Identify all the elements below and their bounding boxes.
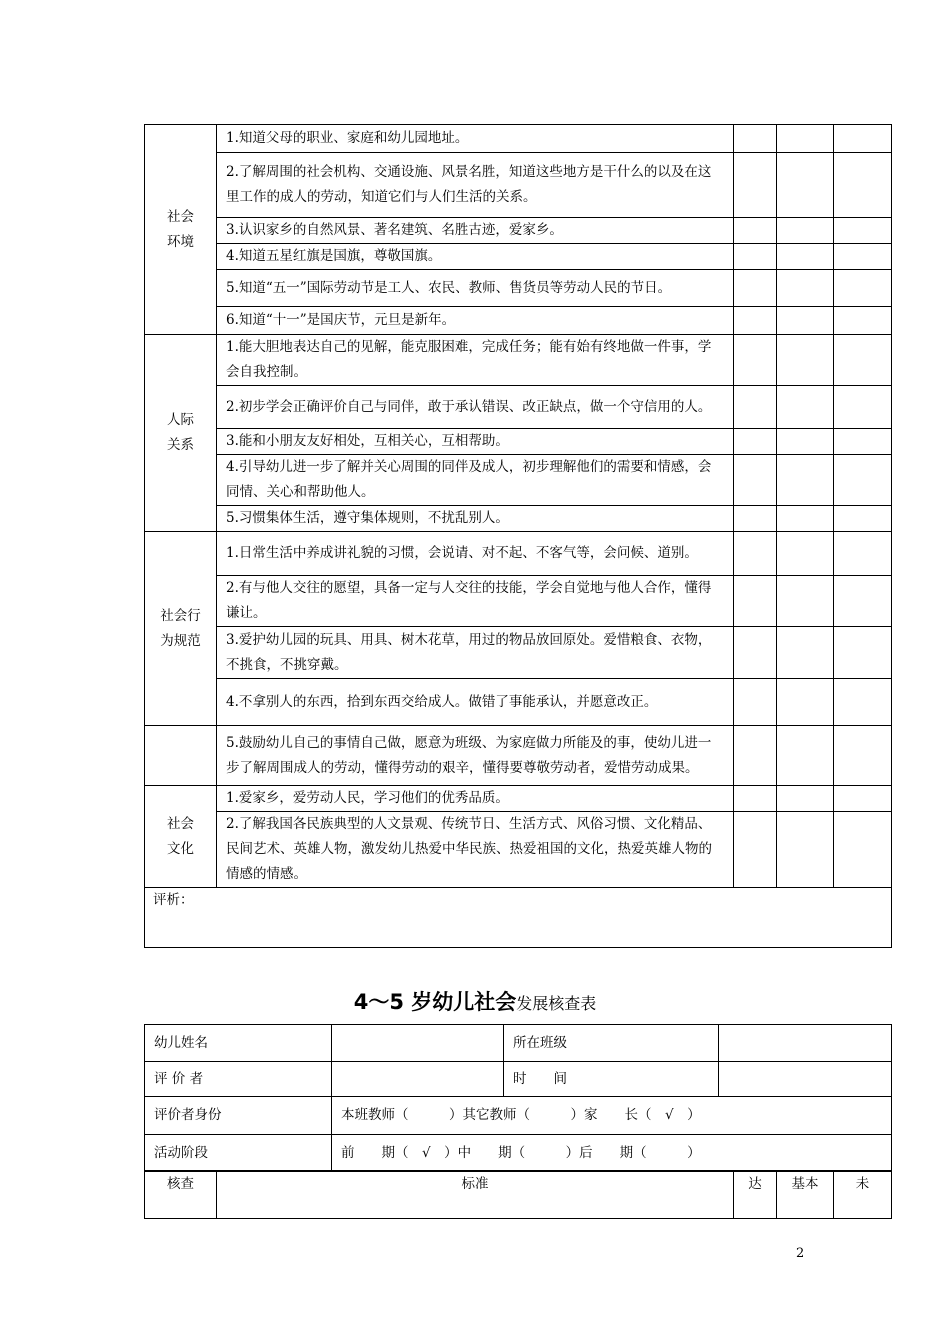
checklist-header-table <box>144 1170 892 1219</box>
info-table <box>144 1024 892 1172</box>
time-value[interactable] <box>719 1062 892 1097</box>
time-label: 时 间 <box>504 1062 719 1097</box>
class-value[interactable] <box>719 1025 892 1062</box>
achieved-cell[interactable] <box>734 270 777 307</box>
not-achieved-cell[interactable] <box>834 532 892 576</box>
category-label: 社会行 <box>160 607 201 624</box>
category-label: 人际 <box>167 412 194 428</box>
stage-value: 前 期（ √ ）中 期（ ）后 期（ ） <box>332 1135 892 1172</box>
table-row <box>145 455 892 506</box>
not-achieved-cell[interactable] <box>834 307 892 335</box>
child-name-label: 幼儿姓名 <box>145 1025 332 1062</box>
header-achieved: 达 <box>734 1171 777 1219</box>
table-row <box>145 506 892 532</box>
comment-label: 评析： <box>153 892 194 908</box>
standard-text: 1.知道父母的职业、家庭和幼儿园地址。 <box>217 125 734 153</box>
header-standard: 标准 <box>217 1171 734 1219</box>
achieved-cell[interactable] <box>734 218 777 244</box>
achieved-cell[interactable] <box>734 506 777 532</box>
not-achieved-cell[interactable] <box>834 627 892 679</box>
standard-text: 4.不拿别人的东西，拾到东西交给成人。做错了事能承认，并愿意改正。 <box>217 679 734 726</box>
standard-text: 1.日常生活中养成讲礼貌的习惯，会说请、对不起、不客气等，会问候、道别。 <box>217 532 734 576</box>
achieved-cell[interactable] <box>734 153 777 218</box>
standard-text: 3.爱护幼儿园的玩具、用具、树木花草，用过的物品放回原处。爱惜粮食、衣物，不挑食，不挑穿戴。 <box>217 627 734 679</box>
basic-cell[interactable] <box>777 726 834 786</box>
category-label: 为规范 <box>160 632 201 649</box>
category-cell <box>145 125 217 335</box>
header-check: 核查 <box>145 1171 217 1219</box>
basic-cell[interactable] <box>777 386 834 429</box>
category-cell <box>145 726 217 786</box>
evaluator-label: 评 价 者 <box>145 1062 332 1097</box>
standard-text: 1.能大胆地表达自己的见解，能克服困难，完成任务；能有始有终地做一件事，学会自我控制。 <box>217 335 734 386</box>
not-achieved-cell[interactable] <box>834 153 892 218</box>
basic-cell[interactable] <box>777 307 834 335</box>
not-achieved-cell[interactable] <box>834 506 892 532</box>
achieved-cell[interactable] <box>734 679 777 726</box>
not-achieved-cell[interactable] <box>834 244 892 270</box>
basic-cell[interactable] <box>777 244 834 270</box>
basic-cell[interactable] <box>777 125 834 153</box>
category-cell <box>145 335 217 532</box>
child-name-value[interactable] <box>332 1025 504 1062</box>
not-achieved-cell[interactable] <box>834 786 892 812</box>
table-row <box>145 627 892 679</box>
checklist-table-continued <box>144 124 892 948</box>
not-achieved-cell[interactable] <box>834 218 892 244</box>
table-row <box>145 244 892 270</box>
table-row <box>145 812 892 888</box>
basic-cell[interactable] <box>777 218 834 244</box>
not-achieved-cell[interactable] <box>834 576 892 627</box>
basic-cell[interactable] <box>777 455 834 506</box>
standard-text: 3.认识家乡的自然风景、著名建筑、名胜古迹，爱家乡。 <box>217 218 734 244</box>
achieved-cell[interactable] <box>734 125 777 153</box>
achieved-cell[interactable] <box>734 726 777 786</box>
basic-cell[interactable] <box>777 679 834 726</box>
table-row <box>145 576 892 627</box>
category-label: 文化 <box>167 840 194 857</box>
table-row <box>145 532 892 576</box>
table-row <box>145 786 892 812</box>
class-label: 所在班级 <box>504 1025 719 1062</box>
not-achieved-cell[interactable] <box>834 455 892 506</box>
basic-cell[interactable] <box>777 506 834 532</box>
standard-text: 1.爱家乡，爱劳动人民，学习他们的优秀品质。 <box>217 786 734 812</box>
title-suffix: 发展核查表 <box>516 994 597 1013</box>
page-number: 2 <box>796 1246 805 1261</box>
achieved-cell[interactable] <box>734 786 777 812</box>
table-row <box>145 679 892 726</box>
table-row <box>145 386 892 429</box>
basic-cell[interactable] <box>777 532 834 576</box>
stage-label: 活动阶段 <box>145 1135 332 1172</box>
not-achieved-cell[interactable] <box>834 812 892 888</box>
header-basic: 基本 <box>777 1171 834 1219</box>
table-row <box>145 125 892 153</box>
standard-text: 2.初步学会正确评价自己与同伴，敢于承认错误、改正缺点，做一个守信用的人。 <box>217 386 734 429</box>
comment-row <box>145 888 892 948</box>
not-achieved-cell[interactable] <box>834 270 892 307</box>
table-row <box>145 726 892 786</box>
table-row <box>145 429 892 455</box>
evaluator-value[interactable] <box>332 1062 504 1097</box>
achieved-cell[interactable] <box>734 627 777 679</box>
identity-value: 本班教师（ ）其它教师（ ）家 长（ √ ） <box>332 1097 892 1135</box>
table-row <box>145 270 892 307</box>
category-cell <box>145 786 217 888</box>
header-not: 未 <box>834 1171 892 1219</box>
category-label: 社会 <box>167 208 194 225</box>
achieved-cell[interactable] <box>734 532 777 576</box>
table-row <box>145 153 892 218</box>
basic-cell[interactable] <box>777 627 834 679</box>
standard-text: 2.了解我国各民族典型的人文景观、传统节日、生活方式、风俗习惯、文化精品、民间艺术、英雄人物，激发幼儿热爱中华民族、热爱祖国的文化，热爱英雄人物的情感的情感。 <box>217 812 734 888</box>
standard-text: 5.鼓励幼儿自己的事情自己做，愿意为班级、为家庭做力所能及的事，使幼儿进一步了解周围成人的劳动，懂得劳动的艰辛，懂得要尊敬劳动者，爱惜劳动成果。 <box>217 726 734 786</box>
not-achieved-cell[interactable] <box>834 335 892 386</box>
achieved-cell[interactable] <box>734 812 777 888</box>
not-achieved-cell[interactable] <box>834 125 892 153</box>
standard-text: 5.习惯集体生活，遵守集体规则，不扰乱别人。 <box>217 506 734 532</box>
achieved-cell[interactable] <box>734 429 777 455</box>
category-label: 环境 <box>167 233 194 250</box>
comment-cell[interactable] <box>145 888 892 948</box>
standard-text: 6.知道“十一”是国庆节，元旦是新年。 <box>217 307 734 335</box>
table-row <box>145 307 892 335</box>
standard-text: 4.知道五星红旗是国旗，尊敬国旗。 <box>217 244 734 270</box>
standard-text: 5.知道“五一”国际劳动节是工人、农民、教师、售货员等劳动人民的节日。 <box>217 270 734 307</box>
standard-text: 4.引导幼儿进一步了解并关心周围的同伴及成人，初步理解他们的需要和情感，会同情、关心和帮助他人。 <box>217 455 734 506</box>
basic-cell[interactable] <box>777 576 834 627</box>
category-cell <box>145 532 217 726</box>
title-main: 4～5 岁幼儿社会 <box>353 990 517 1014</box>
not-achieved-cell[interactable] <box>834 679 892 726</box>
basic-cell[interactable] <box>777 153 834 218</box>
achieved-cell[interactable] <box>734 307 777 335</box>
standard-text: 2.了解周围的社会机构、交通设施、风景名胜，知道这些地方是干什么的以及在这里工作的成人的劳动，知道它们与人们生活的关系。 <box>217 153 734 218</box>
basic-cell[interactable] <box>777 429 834 455</box>
category-label: 关系 <box>167 437 194 453</box>
basic-cell[interactable] <box>777 270 834 307</box>
basic-cell[interactable] <box>777 335 834 386</box>
standard-text: 2.有与他人交往的愿望，具备一定与人交往的技能，学会自觉地与他人合作，懂得谦让。 <box>217 576 734 627</box>
not-achieved-cell[interactable] <box>834 386 892 429</box>
table-row <box>145 218 892 244</box>
not-achieved-cell[interactable] <box>834 429 892 455</box>
achieved-cell[interactable] <box>734 335 777 386</box>
basic-cell[interactable] <box>777 812 834 888</box>
achieved-cell[interactable] <box>734 386 777 429</box>
achieved-cell[interactable] <box>734 244 777 270</box>
basic-cell[interactable] <box>777 786 834 812</box>
not-achieved-cell[interactable] <box>834 726 892 786</box>
checklist-title <box>0 986 950 1016</box>
achieved-cell[interactable] <box>734 455 777 506</box>
standard-text: 3.能和小朋友友好相处，互相关心，互相帮助。 <box>217 429 734 455</box>
category-label: 社会 <box>167 815 194 832</box>
identity-label: 评价者身份 <box>145 1097 332 1135</box>
achieved-cell[interactable] <box>734 576 777 627</box>
table-row <box>145 335 892 386</box>
